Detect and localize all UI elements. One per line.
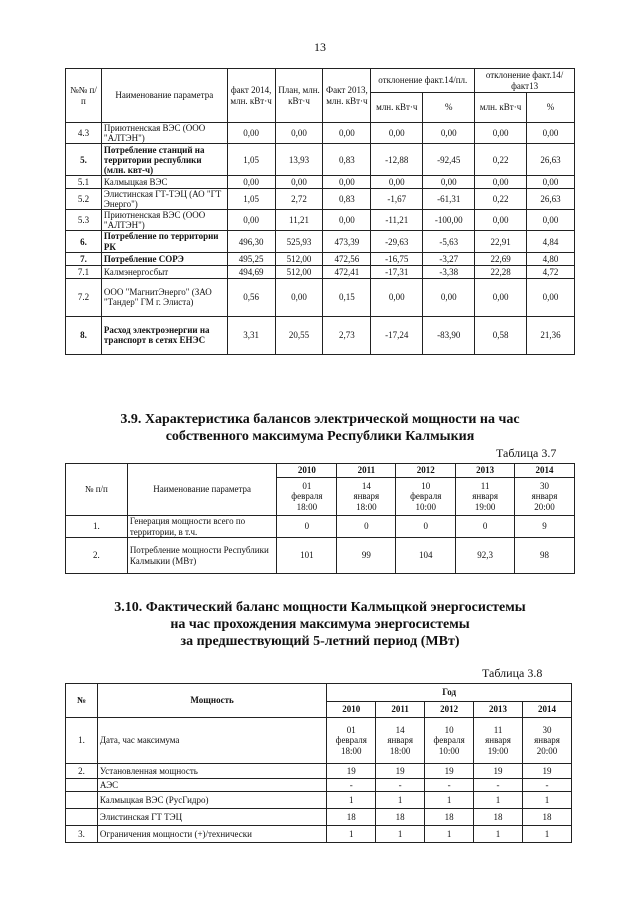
date-cell: [376, 718, 425, 764]
power-balance-max-table: [65, 463, 575, 574]
value-cell: -17,31: [371, 265, 423, 278]
table-label: Таблица 3.7: [496, 446, 557, 460]
col-header-plan: План, млн. кВт·ч: [275, 69, 323, 123]
power-balance-5yr-table: [65, 683, 572, 843]
row-num: 6.: [66, 231, 102, 252]
value-cell: 0,22: [475, 144, 527, 176]
value-cell: 0,00: [371, 176, 423, 189]
value-cell: 1: [376, 792, 425, 809]
table-row: [66, 176, 575, 189]
table-row: [66, 144, 575, 176]
table-row: [66, 809, 572, 826]
value-cell: 0,00: [527, 176, 575, 189]
row-name: Установленная мощность: [97, 764, 326, 779]
value-cell: 18: [376, 809, 425, 826]
row-name: Элистинская ГТ-ТЭЦ (АО "ГТ Энерго"): [101, 189, 227, 210]
row-name: Калмыцкая ВЭС: [101, 176, 227, 189]
date-month: января: [387, 735, 414, 746]
date-cell: [515, 478, 575, 516]
table-row: [66, 316, 575, 354]
energy-balance-table: [65, 68, 575, 355]
value-cell: 4,72: [527, 265, 575, 278]
table-row: [66, 779, 572, 792]
value-cell: 101: [277, 538, 337, 574]
date-cell: [396, 478, 456, 516]
value-cell: 0,00: [475, 210, 527, 231]
date-day: 10: [421, 481, 431, 492]
col-header-num: № п/п: [66, 464, 128, 516]
row-name: Расход электроэнергии на транспорт в сетях ЕНЭС: [101, 316, 227, 354]
value-cell: 0,00: [371, 123, 423, 144]
value-cell: -3,38: [423, 265, 475, 278]
row-name: Калмэнергосбыт: [101, 265, 227, 278]
subheader-pct: %: [423, 93, 475, 123]
value-cell: 9: [515, 516, 575, 538]
value-cell: 0,00: [275, 123, 323, 144]
row-name: Приютненская ВЭС (ООО "АЛТЭН"): [101, 210, 227, 231]
table-row: [66, 826, 572, 843]
value-cell: 512,00: [275, 265, 323, 278]
col-header-fact2013: Факт 2013, млн. кВт·ч: [323, 69, 371, 123]
value-cell: 472,41: [323, 265, 371, 278]
value-cell: 1,05: [227, 189, 275, 210]
year-header: 2010: [277, 464, 337, 478]
table-row: [66, 764, 572, 779]
row-name: АЭС: [97, 779, 326, 792]
col-header-dev-plan: отклонение факт.14/пл.: [371, 69, 475, 93]
value-cell: 21,36: [527, 316, 575, 354]
value-cell: 0: [337, 516, 396, 538]
table-row: [66, 792, 572, 809]
row-name: Генерация мощности всего по территории, в т.ч.: [127, 516, 277, 538]
value-cell: 0: [277, 516, 337, 538]
date-cell: [474, 718, 523, 764]
row-name: Потребление по территории РК: [101, 231, 227, 252]
value-cell: 20,55: [275, 316, 323, 354]
row-num: 2.: [66, 764, 98, 779]
value-cell: 1: [523, 826, 572, 843]
value-cell: 0,00: [323, 123, 371, 144]
value-cell: 473,39: [323, 231, 371, 252]
value-cell: 0,15: [323, 278, 371, 316]
date-month: февраля: [433, 735, 465, 746]
value-cell: -: [376, 779, 425, 792]
table-row: [66, 252, 575, 265]
value-cell: 0,00: [527, 278, 575, 316]
col-header-name: Мощность: [97, 684, 326, 718]
date-day: 30: [540, 481, 550, 492]
row-num: 2.: [66, 538, 128, 574]
date-time: 18:00: [296, 501, 318, 512]
date-cell: [456, 478, 515, 516]
value-cell: 4,84: [527, 231, 575, 252]
value-cell: 0,83: [323, 189, 371, 210]
value-cell: -5,63: [423, 231, 475, 252]
date-time: 18:00: [356, 501, 377, 512]
row-name: Приютненская ВЭС (ООО "АЛТЭН"): [101, 123, 227, 144]
value-cell: 1: [376, 826, 425, 843]
value-cell: -12,88: [371, 144, 423, 176]
row-num: 5.3: [66, 210, 102, 231]
value-cell: 18: [425, 809, 474, 826]
value-cell: 19: [474, 764, 523, 779]
value-cell: 0,56: [227, 278, 275, 316]
value-cell: 2,73: [323, 316, 371, 354]
row-num: 4.3: [66, 123, 102, 144]
value-cell: 0,22: [475, 189, 527, 210]
value-cell: -16,75: [371, 252, 423, 265]
value-cell: 98: [515, 538, 575, 574]
value-cell: 19: [425, 764, 474, 779]
value-cell: -83,90: [423, 316, 475, 354]
value-cell: 1: [523, 792, 572, 809]
value-cell: 19: [376, 764, 425, 779]
date-day: 01: [346, 725, 356, 736]
value-cell: 19: [327, 764, 376, 779]
year-header: 2011: [337, 464, 396, 478]
year-header: 2014: [515, 464, 575, 478]
date-time: 10:00: [415, 501, 436, 512]
year-header: 2010: [327, 702, 376, 718]
value-cell: 1: [474, 792, 523, 809]
heading-line: собственного максимума Республики Калмыкия: [165, 428, 475, 444]
date-cell: [327, 718, 376, 764]
value-cell: 18: [474, 809, 523, 826]
year-group-header: Год: [327, 684, 572, 702]
row-num: 5.: [66, 144, 102, 176]
row-num: [66, 809, 98, 826]
row-name: Потребление СОРЭ: [101, 252, 227, 265]
value-cell: 1: [327, 826, 376, 843]
section-3-9-title: [0, 412, 640, 446]
row-name: Ограничения мощности (+)/технически: [97, 826, 326, 843]
table-row: [66, 123, 575, 144]
table-label: Таблица 3.8: [482, 666, 543, 680]
row-num: 7.: [66, 252, 102, 265]
year-header: 2014: [523, 702, 572, 718]
row-name: Элистинская ГТ ТЭЦ: [97, 809, 326, 826]
col-header-name: Наименование параметра: [127, 464, 277, 516]
value-cell: -: [474, 779, 523, 792]
value-cell: -: [327, 779, 376, 792]
value-cell: 0,00: [227, 176, 275, 189]
date-time: 19:00: [474, 501, 496, 512]
value-cell: 92,3: [456, 538, 515, 574]
table-row: [66, 516, 575, 538]
date-month: января: [531, 491, 558, 502]
date-month: февраля: [410, 491, 442, 502]
col-header-num: №: [66, 684, 98, 718]
value-cell: 0,00: [475, 123, 527, 144]
row-num: 5.1: [66, 176, 102, 189]
date-month: февраля: [291, 491, 323, 502]
value-cell: 22,69: [475, 252, 527, 265]
value-cell: 4,80: [527, 252, 575, 265]
heading-line: за предшествующий 5-летний период (МВт): [180, 633, 460, 649]
value-cell: 0: [396, 516, 456, 538]
value-cell: 99: [337, 538, 396, 574]
row-name: ООО "МагнитЭнерго" (ЗАО "Тандер" ГМ г. Элиста): [101, 278, 227, 316]
page-number: 13: [314, 40, 326, 54]
col-header-fact2014: факт 2014, млн. кВт·ч: [227, 69, 275, 123]
value-cell: 0,00: [527, 123, 575, 144]
value-cell: 0,00: [227, 123, 275, 144]
section-3-10-title: [0, 600, 640, 650]
value-cell: 22,28: [475, 265, 527, 278]
subheader-pct: %: [527, 93, 575, 123]
value-cell: 18: [327, 809, 376, 826]
value-cell: 1,05: [227, 144, 275, 176]
date-day: 01: [302, 481, 312, 492]
value-cell: 0,00: [527, 210, 575, 231]
date-cell: [337, 478, 396, 516]
row-name: Потребление станций на территории республики (млн. квт-ч): [101, 144, 227, 176]
value-cell: 0,00: [475, 176, 527, 189]
value-cell: 472,56: [323, 252, 371, 265]
table-body: [66, 764, 572, 843]
row-name: Потребление мощности Республики Калмыкии (МВт): [127, 538, 277, 574]
date-month: февраля: [335, 735, 367, 746]
row-num: 7.2: [66, 278, 102, 316]
date-cell: [523, 718, 572, 764]
year-header: 2012: [425, 702, 474, 718]
value-cell: -92,45: [423, 144, 475, 176]
table-body: [66, 123, 575, 355]
value-cell: 1: [425, 826, 474, 843]
value-cell: 0,00: [423, 176, 475, 189]
date-row: [66, 718, 572, 764]
value-cell: 13,93: [275, 144, 323, 176]
date-time: 10:00: [438, 745, 460, 756]
col-header-dev-fact: отклонение факт.14/факт13: [475, 69, 575, 93]
table-row: [66, 210, 575, 231]
value-cell: 0,00: [227, 210, 275, 231]
table-body: [66, 516, 575, 574]
value-cell: -: [523, 779, 572, 792]
value-cell: 0,00: [275, 278, 323, 316]
value-cell: 1: [327, 792, 376, 809]
row-num: [66, 779, 98, 792]
value-cell: -100,00: [423, 210, 475, 231]
value-cell: 1: [425, 792, 474, 809]
col-header-name: Наименование параметра: [101, 69, 227, 123]
date-time: 20:00: [536, 745, 558, 756]
table-row: [66, 189, 575, 210]
value-cell: 495,25: [227, 252, 275, 265]
date-day: 11: [480, 481, 490, 492]
value-cell: 19: [523, 764, 572, 779]
value-cell: 525,93: [275, 231, 323, 252]
subheader-mln: млн. кВт·ч: [475, 93, 527, 123]
value-cell: 0,00: [475, 278, 527, 316]
date-month: января: [534, 735, 560, 746]
value-cell: 1: [474, 826, 523, 843]
value-cell: 0: [456, 516, 515, 538]
date-cell: [277, 478, 337, 516]
date-time: 18:00: [389, 745, 411, 756]
value-cell: 494,69: [227, 265, 275, 278]
date-month: января: [485, 735, 511, 746]
value-cell: 496,30: [227, 231, 275, 252]
date-day: 14: [395, 725, 405, 736]
row-num: 1.: [66, 516, 128, 538]
table-row: [66, 265, 575, 278]
heading-line: 3.10. Фактический баланс мощности Калмыцкой энергосистемы: [114, 600, 526, 615]
row-num: 8.: [66, 316, 102, 354]
date-day: 14: [361, 481, 371, 492]
row-name: Дата, час максимума: [97, 718, 326, 764]
year-header: 2011: [376, 702, 425, 718]
row-num: [66, 792, 98, 809]
year-header: 2013: [474, 702, 523, 718]
value-cell: 512,00: [275, 252, 323, 265]
value-cell: 0,00: [323, 210, 371, 231]
heading-line: на час прохождения максимума энергосистемы: [170, 616, 470, 632]
value-cell: -11,21: [371, 210, 423, 231]
date-day: 30: [542, 725, 552, 736]
heading-line: 3.9. Характеристика балансов электрической мощности на час: [120, 412, 520, 427]
value-cell: 22,91: [475, 231, 527, 252]
date-day: 11: [493, 725, 503, 736]
row-name: Калмыцкая ВЭС (РусГидро): [97, 792, 326, 809]
value-cell: 0,00: [423, 123, 475, 144]
row-num: 3.: [66, 826, 98, 843]
year-header: 2013: [456, 464, 515, 478]
date-time: 18:00: [340, 745, 362, 756]
table-row: [66, 538, 575, 574]
value-cell: -3,27: [423, 252, 475, 265]
date-time: 19:00: [487, 745, 509, 756]
value-cell: 26,63: [527, 144, 575, 176]
date-month: января: [353, 491, 380, 502]
value-cell: -61,31: [423, 189, 475, 210]
date-time: 20:00: [534, 501, 555, 512]
date-day: 10: [444, 725, 454, 736]
value-cell: 2,72: [275, 189, 323, 210]
subheader-mln: млн. кВт·ч: [371, 93, 423, 123]
date-cell: [425, 718, 474, 764]
row-num: 5.2: [66, 189, 102, 210]
row-num: 1.: [66, 718, 98, 764]
value-cell: 11,21: [275, 210, 323, 231]
value-cell: -1,67: [371, 189, 423, 210]
value-cell: 0,00: [371, 278, 423, 316]
value-cell: 0,58: [475, 316, 527, 354]
value-cell: 0,00: [275, 176, 323, 189]
value-cell: 0,83: [323, 144, 371, 176]
value-cell: 18: [523, 809, 572, 826]
value-cell: 0,00: [323, 176, 371, 189]
value-cell: -: [425, 779, 474, 792]
value-cell: -29,63: [371, 231, 423, 252]
value-cell: -17,24: [371, 316, 423, 354]
row-num: 7.1: [66, 265, 102, 278]
table-row: [66, 278, 575, 316]
year-header: 2012: [396, 464, 456, 478]
value-cell: 3,31: [227, 316, 275, 354]
value-cell: 26,63: [527, 189, 575, 210]
date-month: января: [472, 491, 498, 502]
col-header-num: №№ п/п: [66, 69, 102, 123]
value-cell: 104: [396, 538, 456, 574]
value-cell: 0,00: [423, 278, 475, 316]
table-row: [66, 231, 575, 252]
